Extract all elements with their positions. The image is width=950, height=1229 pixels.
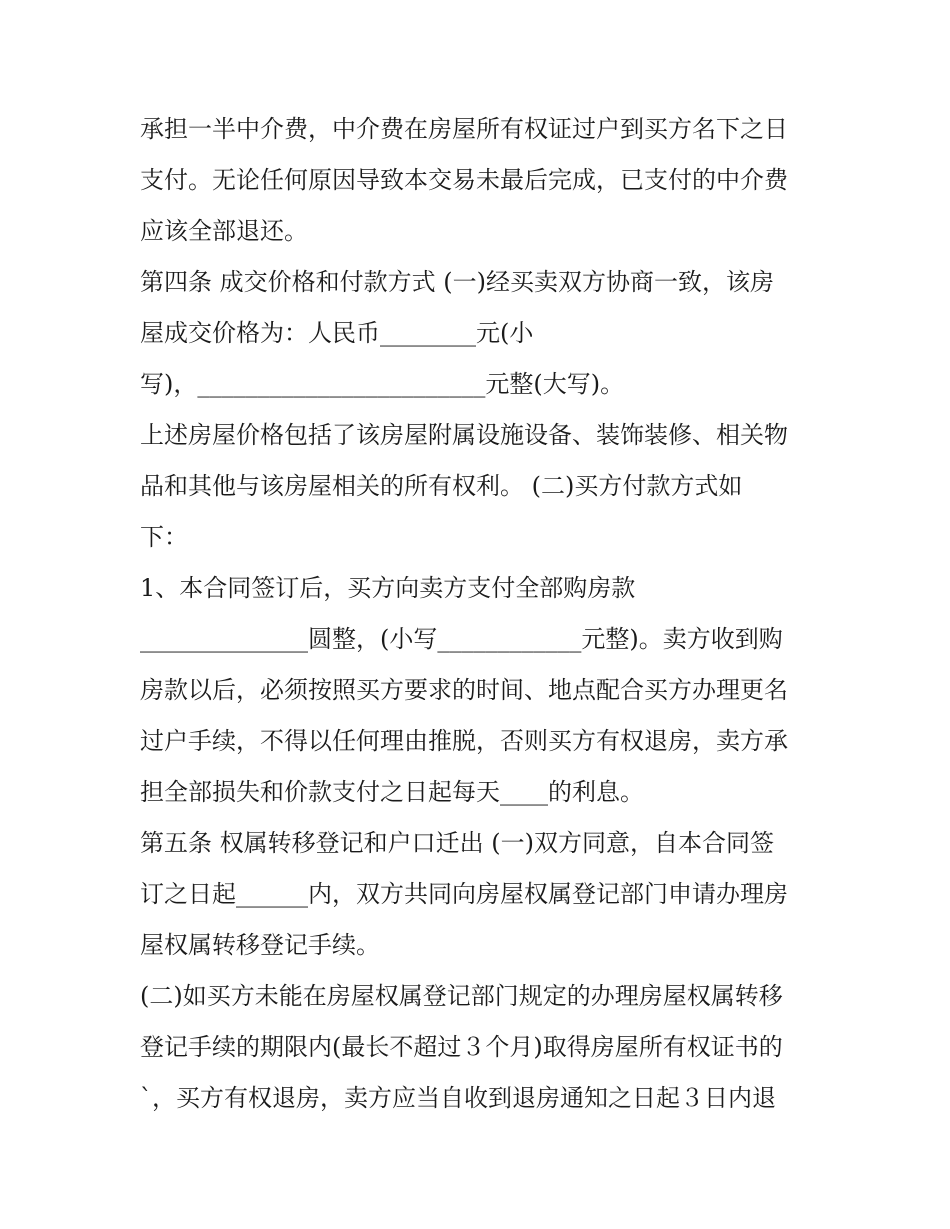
text-line: (二)如买方未能在房屋权属登记部门规定的办理房屋权属转移 bbox=[140, 982, 783, 1010]
text-line: 1、本合同签订后，买方向卖方支付全部购房款 bbox=[140, 574, 636, 602]
text-line: 过户手续，不得以任何理由推脱，否则买方有权退房，卖方承 bbox=[140, 727, 788, 755]
contract-text bbox=[140, 104, 820, 1124]
text-line: `，买方有权退房，卖方应当自收到退房通知之日起３日内退 bbox=[140, 1084, 776, 1112]
text-line: 担全部损失和价款支付之日起每天____的利息。 bbox=[140, 778, 644, 806]
text-line: 下： bbox=[140, 523, 188, 551]
text-line: 订之日起______内，双方共同向房屋权属登记部门申请办理房 bbox=[140, 880, 788, 908]
text-line: 上述房屋价格包括了该房屋附属设施设备、装饰装修、相关物 bbox=[140, 421, 788, 449]
article-five-heading: 第五条 权属转移登记和户口迁出 (一)双方同意，自本合同签 bbox=[140, 829, 774, 857]
text-line: ______________圆整，(小写____________元整)。卖方收到购 bbox=[140, 625, 783, 653]
text-line: 登记手续的期限内(最长不超过３个月)取得房屋所有权证书的 bbox=[140, 1033, 783, 1061]
article-four-heading: 第四条 成交价格和付款方式 (一)经买卖双方协商一致，该房 bbox=[140, 268, 774, 296]
text-line: 写)，________________________元整(大写)。 bbox=[140, 370, 625, 398]
text-line: 承担一半中介费，中介费在房屋所有权证过户到买方名下之日 bbox=[140, 115, 788, 143]
text-line: 应该全部退还。 bbox=[140, 217, 308, 245]
text-line: 房款以后，必须按照买方要求的时间、地点配合买方办理更名 bbox=[140, 676, 788, 704]
text-line: 屋权属转移登记手续。 bbox=[140, 931, 380, 959]
text-line: 支付。无论任何原因导致本交易未最后完成，已支付的中介费 bbox=[140, 166, 788, 194]
text-line: 品和其他与该房屋相关的所有权利。 (二)买方付款方式如 bbox=[140, 472, 743, 500]
text-line: 屋成交价格为：人民币________元(小 bbox=[140, 319, 534, 347]
